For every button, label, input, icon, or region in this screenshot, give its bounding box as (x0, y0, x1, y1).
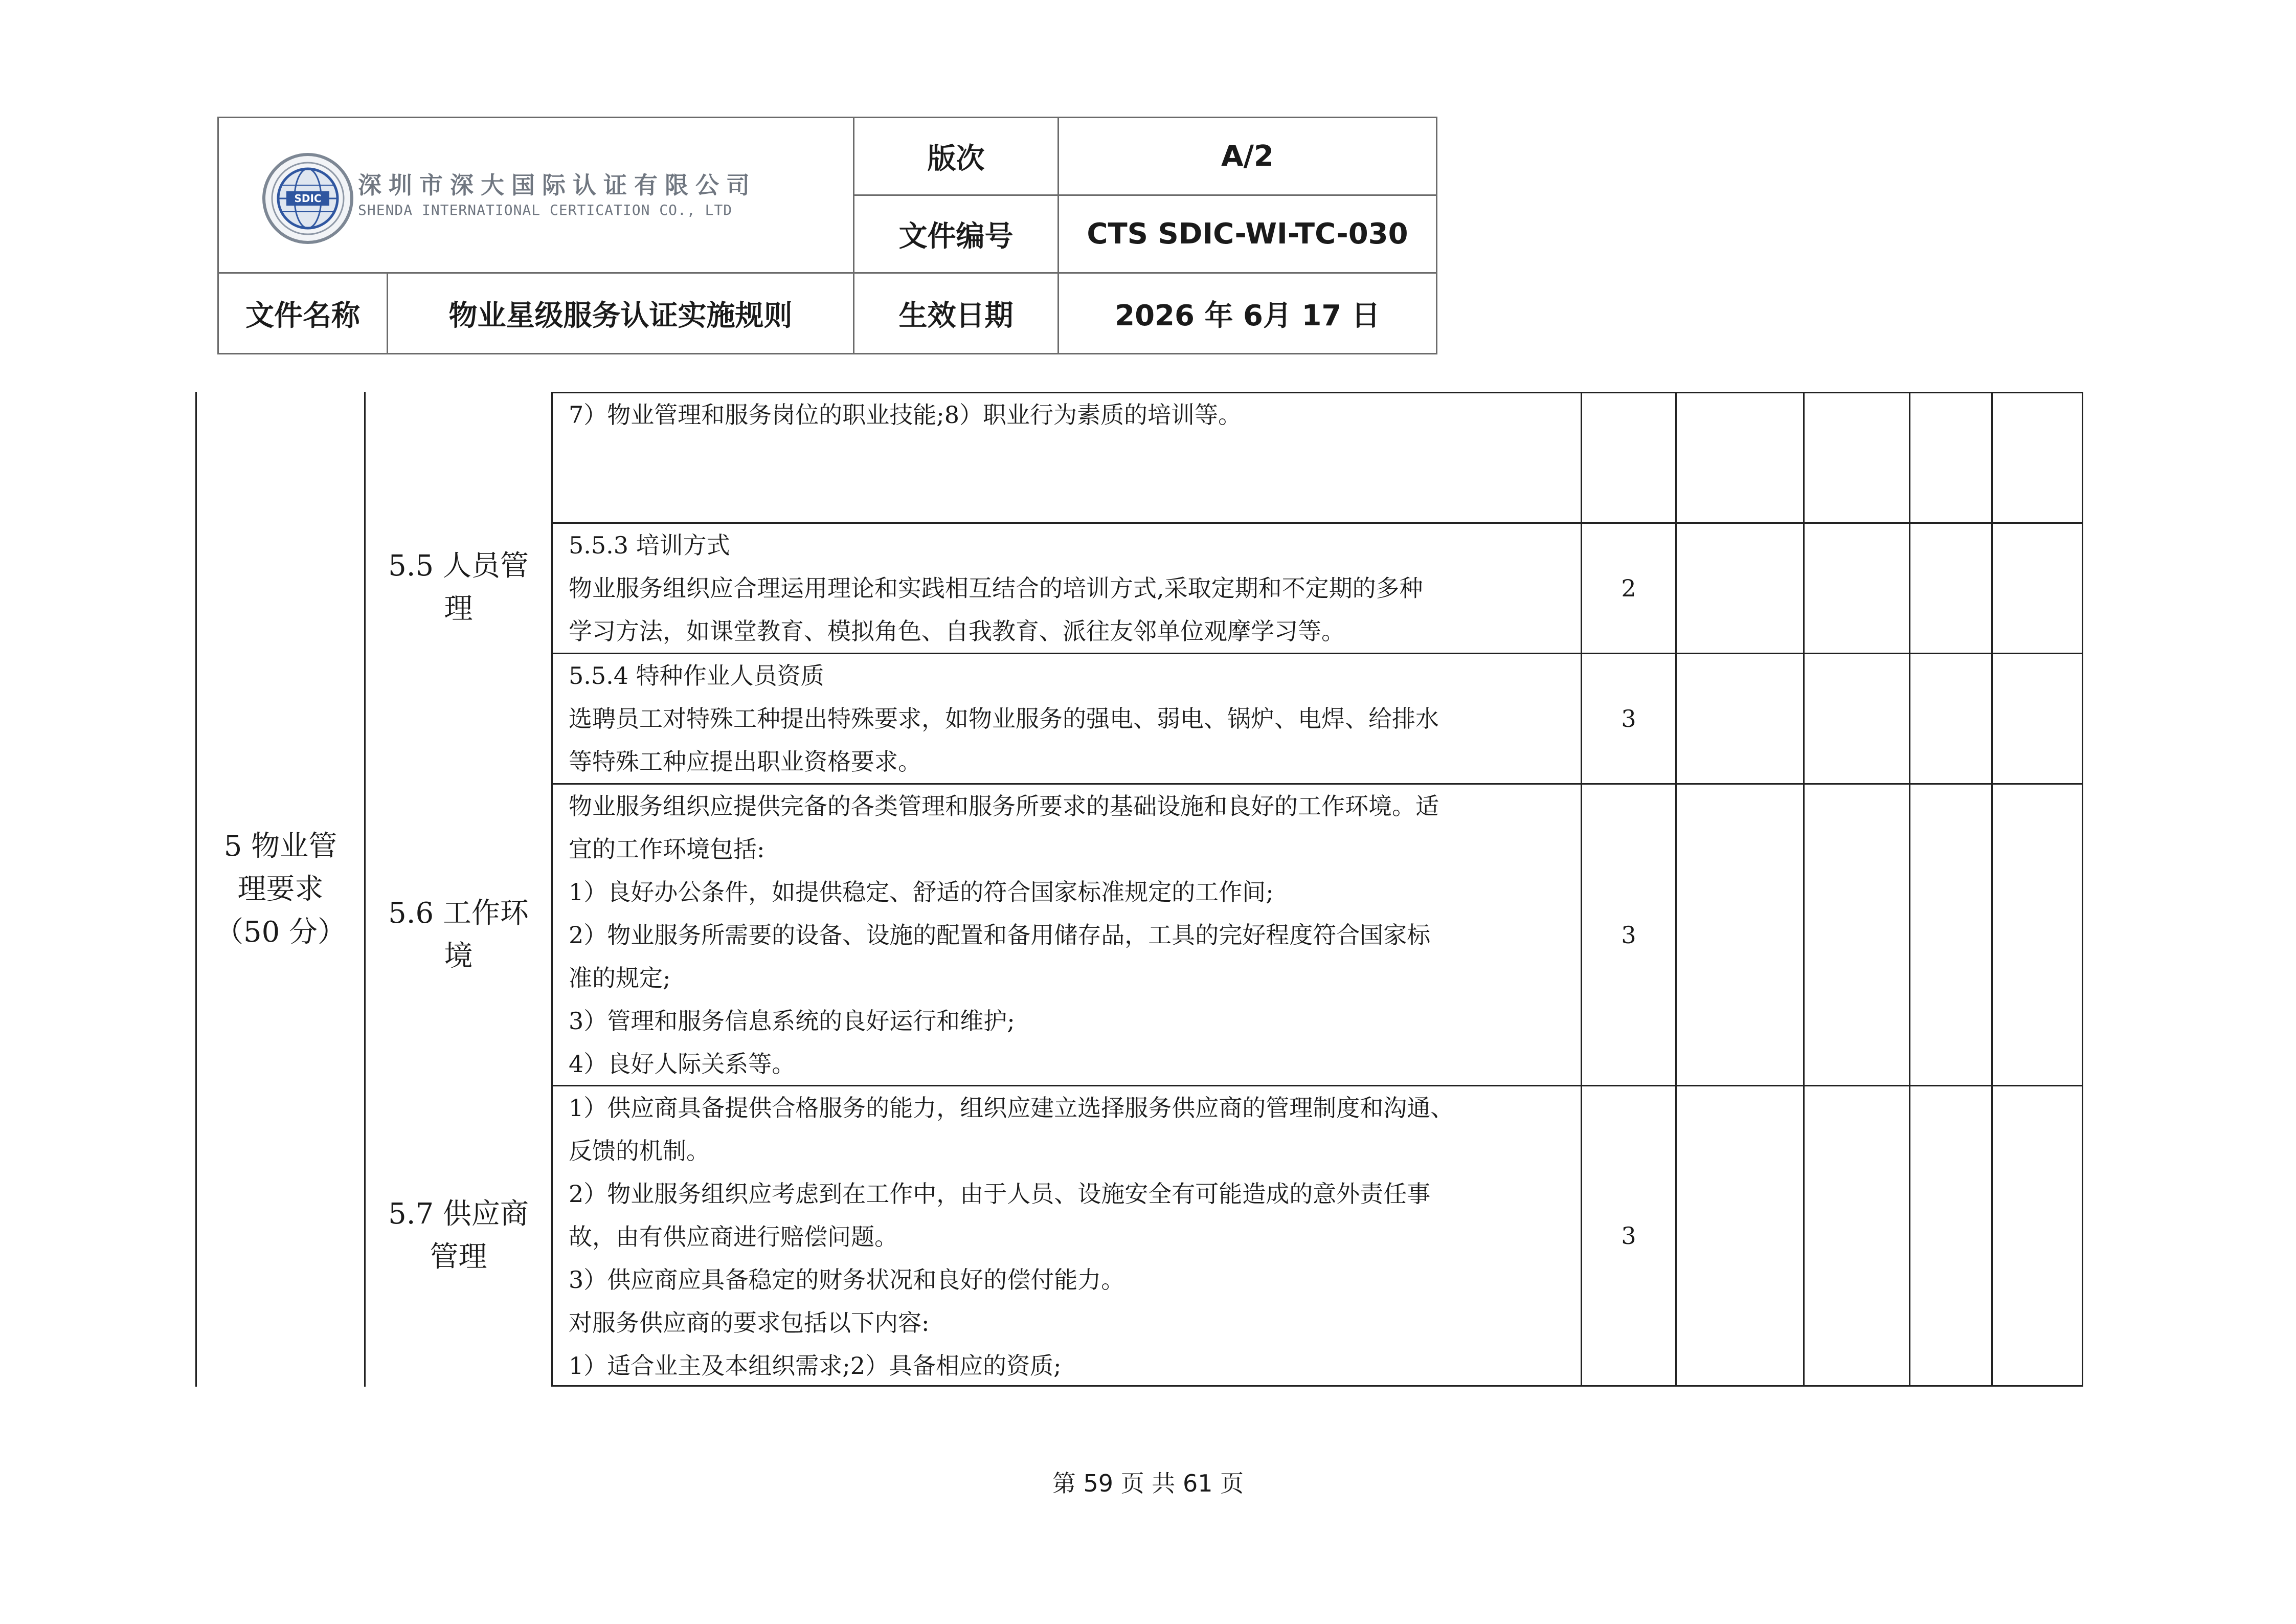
category-cell (197, 392, 364, 1387)
section-cell-5-6: 5.6 工作环 境 (388, 896, 529, 973)
company-name-cn: 深圳市深大国际认证有限公司 (358, 171, 757, 199)
svg-text:SDIC: SDIC (294, 192, 322, 205)
table-row: 5.5.3 培训方式 物业服务组织应合理运用理论和实践相互结合的培训方式,采取定期和不定期的多种 学习方法，如课堂教育、模拟角色、自我教育、派往友邻单位观摩学习等。 (569, 531, 1423, 645)
category-line-1: 5 物业管 (223, 829, 337, 863)
table-row: 1）供应商具备提供合格服务的能力，组织应建立选择服务供应商的管理制度和沟通、 反馈的机制。 2）物业服务组织应考虑到在工作中，由于人员、设施安全有可能造成的意外责任事 故，由有供应商进行赔偿问题。 3）供应商应具备稳定的财务状况和良好的偿付能力。 对服务供应商的要求包括以下内容: 1）适合业主及本组织需求;2）具备相应的资质; (569, 1094, 1454, 1380)
score-cell: 3 (1621, 1222, 1636, 1250)
category-line-2: 理要求 (237, 872, 324, 906)
company-name-en: SHENDA INTERNATIONAL CERTICATION CO., LTD (358, 202, 733, 218)
effective-date-label: 生效日期 (898, 299, 1014, 332)
version-label: 版次 (927, 142, 985, 175)
sdic-seal-icon (262, 152, 354, 244)
file-name-value: 物业星级服务认证实施规则 (448, 299, 793, 332)
score-cell: 3 (1621, 705, 1636, 732)
section-cell-5-5: 5.5 人员管 理 (388, 549, 529, 626)
doc-number-value: CTS SDIC-WI-TC-030 (1087, 217, 1408, 251)
page-total: 61 (1182, 1470, 1213, 1497)
company-logo (262, 148, 814, 251)
category-line-3: （50 分） (214, 915, 347, 949)
score-cell: 2 (1621, 574, 1636, 602)
page-number: 59 (1083, 1470, 1114, 1497)
score-cell (1582, 393, 1675, 522)
effective-date-value: 2026 年 6月 17 日 (1115, 299, 1380, 332)
page-footer: 第 59 页 共 61 页 (1052, 1470, 1244, 1497)
version-value: A/2 (1221, 140, 1274, 173)
doc-number-label: 文件编号 (898, 219, 1014, 253)
table-row: 物业服务组织应提供完备的各类管理和服务所要求的基础设施和良好的工作环境。适 宜的工作环境包括: 1）良好办公条件，如提供稳定、舒适的符合国家标准规定的工作间; 2）物业服务所需要的设备、设施的配置和备用储存品，工具的完好程度符合国家标 准的规定; 3）管理和服务信息系统的良好运行和维护; 4）良好人际关系等。 (569, 792, 1439, 1078)
table-row: 7）物业管理和服务岗位的职业技能;8）职业行为素质的培训等。 (569, 401, 1242, 429)
table-row: 5.5.4 特种作业人员资质 选聘员工对特殊工种提出特殊要求，如物业服务的强电、弱电、锅炉、电焊、给排水 等特殊工种应提出职业资格要求。 (569, 662, 1439, 775)
file-name-label: 文件名称 (245, 299, 360, 332)
section-cell-5-7: 5.7 供应商 管理 (388, 1197, 529, 1274)
score-cell: 3 (1621, 921, 1636, 949)
